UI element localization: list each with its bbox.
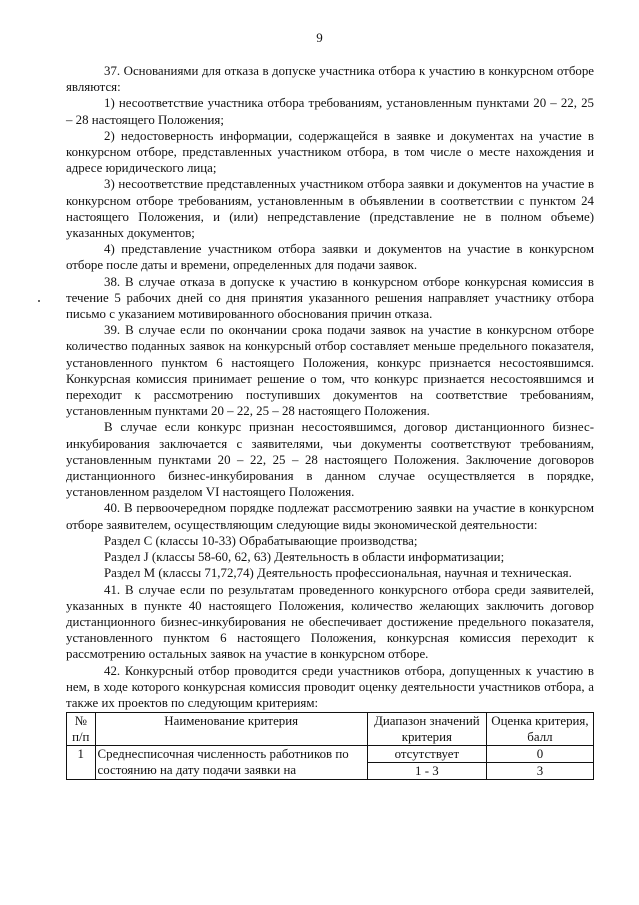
section-c: Раздел C (классы 10-33) Обрабатывающие производства; [104,533,418,548]
paragraph-37-item-3: 3) несоответствие представленных участником отбора заявки и документов на участие в конкурсном отборе требованиям, установленным в объявлении в соответствии с пунктом 24 настоящего Положения, и (или) непредставление (представление не в полном объеме) указанных документов; [66,177,594,241]
header-num: № п/п [67,713,96,746]
table-header-row [67,713,594,746]
table-row [67,746,594,763]
row-range-a: отсутствует [367,746,486,763]
page-number: 9 [316,30,323,45]
paragraph-37-item-4: 4) представление участником отбора заявки и документов на участие в конкурсном отборе после даты и времени, определенных для подачи заявок. [66,242,594,273]
paragraph-37-item-2: 2) недостоверность информации, содержащейся в заявке и документах на участие в конкурсном отборе, представленных участником отбора, в том числе о месте нахождения и адресе юридического лица; [66,128,594,176]
header-name: Наименование критерия [95,713,367,746]
paragraph-40: 40. В первоочередном порядке подлежат рассмотрению заявки на участие в конкурсном отборе заявителем, осуществляющим следующие виды экономической деятельности: [66,501,594,532]
scan-speck [38,300,40,302]
paragraph-41: 41. В случае если по результатам проведенного конкурсного отбора среди заявителей, указанных в пункте 40 настоящего Положения, количество желающих заключить договор дистанционного бизнес-инкубирования не обеспечивает достижение предельного показателя, установленного пунктом 6 настоящего Положения, конкурсная комиссия переходит к рассмотрению остальных заявок на участие в конкурсном отборе. [66,582,594,662]
header-score: Оценка критерия, балл [486,713,593,746]
row-score-a: 0 [486,746,593,763]
section-m: Раздел M (классы 71,72,74) Деятельность профессиональная, научная и техническая. [104,566,572,581]
paragraph-39-cont: В случае если конкурс признан несостоявшимся, договор дистанционного бизнес-инкубирования заключается с заявителями, чьи документы соответствуют требованиям, установленным пунктами 20 – 22, 25 – 28 настоящего Положения. Заключение договоров дистанционного бизнес-инкубирования в данном случае осуществляется в порядке, установленном разделом VI настоящего Положения. [66,420,594,500]
row-num: 1 [67,746,96,780]
row-range-b: 1 - 3 [367,763,486,780]
header-range: Диапазон значений критерия [367,713,486,746]
row-criterion: Среднесписочная численность работников по состоянию на дату подачи заявки на [95,746,367,780]
paragraph-37: 37. Основаниями для отказа в допуске участника отбора к участию в конкурсном отборе являются: [66,64,594,95]
paragraph-37-item-1: 1) несоответствие участника отбора требованиям, установленным пунктами 20 – 22, 25 – 28 настоящего Положения; [66,96,594,127]
criteria-table [66,712,594,780]
paragraph-38: 38. В случае отказа в допуске к участию в конкурсном отборе конкурсная комиссия в течение 5 рабочих дней со дня принятия указанного решения направляет участнику отбора письмо с указанием мотивированного обоснования причин отказа. [66,274,594,322]
row-score-b: 3 [486,763,593,780]
document-body [66,63,594,780]
section-j: Раздел J (классы 58-60, 62, 63) Деятельность в области информатизации; [104,550,505,565]
paragraph-42: 42. Конкурсный отбор проводится среди участников отбора, допущенных к участию в нем, в ходе которого конкурсная комиссия проводит оценку деятельности участников отбора, а также их проектов по следующим критериям: [66,663,594,710]
paragraph-39: 39. В случае если по окончании срока подачи заявок на участие в конкурсном отборе количество поданных заявок на конкурсный отбор составляет меньше предельного показателя, установленного пунктом 6 настоящего Положения, конкурс признается несостоявшимся. Конкурсная комиссия принимает решение о том, что конкурс признается несостоявшимся и переходит к рассмотрению поступивших документов на соответствие требованиям, установленным пунктами 20 – 22, 25 – 28 настоящего Положения. [66,323,594,419]
